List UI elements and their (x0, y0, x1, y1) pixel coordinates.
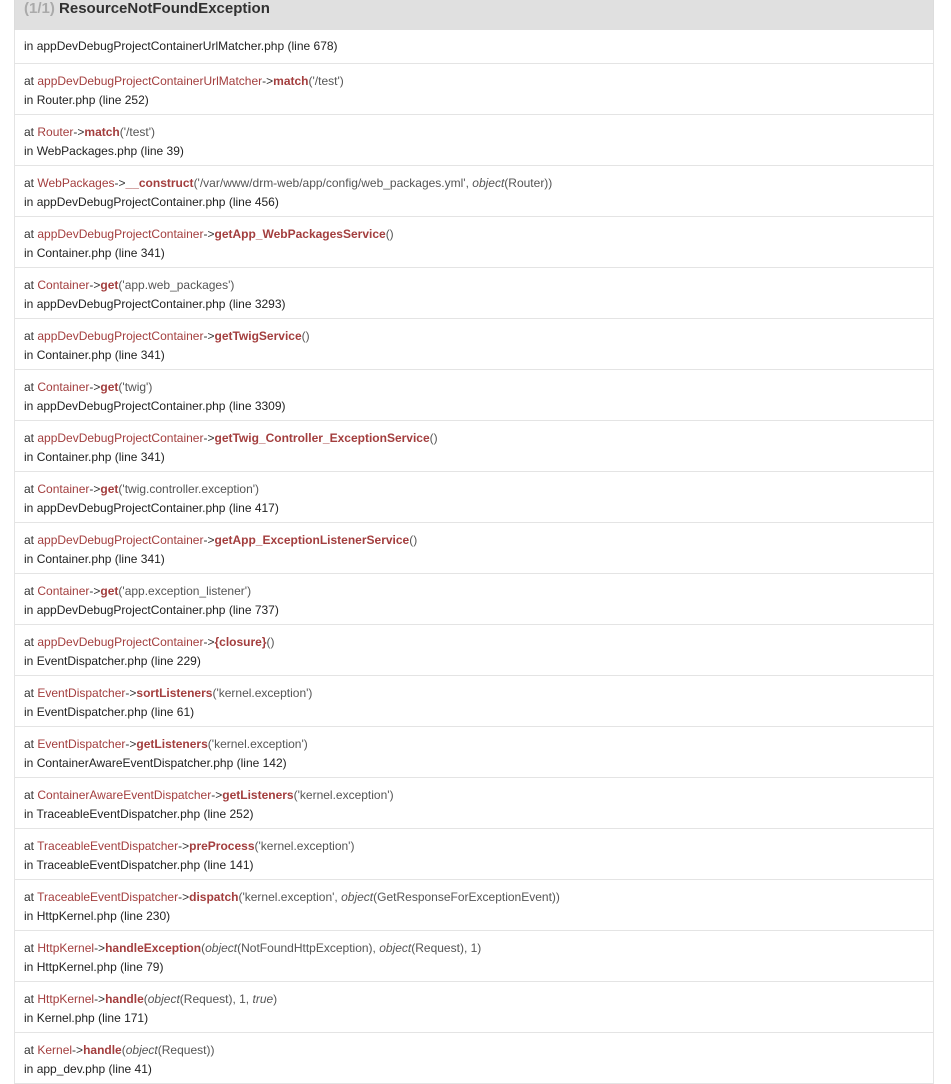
at-label: at (24, 278, 35, 292)
trace-arrow: -> (125, 737, 137, 751)
trace-arrow: -> (178, 890, 190, 904)
trace-class: ContainerAwareEventDispatcher (37, 788, 212, 802)
trace-method: getTwigService (214, 329, 302, 343)
at-label: at (24, 125, 35, 139)
trace-method: handleException (105, 941, 202, 955)
trace-item (15, 829, 933, 880)
trace-item-origin (15, 30, 933, 64)
trace-args: ('kernel.exception') (212, 686, 313, 700)
trace-line: (line 41) (108, 1062, 152, 1076)
trace-method: handle (83, 1043, 122, 1057)
in-label: in (24, 39, 34, 53)
trace-file: app_dev.php (36, 1062, 106, 1076)
trace-args: (object(Request)) (121, 1043, 215, 1057)
trace-file: TraceableEventDispatcher.php (36, 807, 201, 821)
at-label: at (24, 686, 35, 700)
at-label: at (24, 635, 35, 649)
trace-args: (object(NotFoundHttpException), object(Request), 1) (201, 941, 482, 955)
in-label: in (24, 297, 34, 311)
trace-arrow: -> (114, 176, 126, 190)
in-label: in (24, 450, 34, 464)
exception-header (14, 0, 934, 30)
trace-item (15, 472, 933, 523)
trace-item (15, 268, 933, 319)
trace-args: ('kernel.exception') (254, 839, 355, 853)
trace-method: getListeners (136, 737, 208, 751)
exception-panel (14, 0, 934, 1084)
trace-line: (line 3293) (228, 297, 286, 311)
trace-class: Container (37, 482, 90, 496)
trace-args: ('app.web_packages') (118, 278, 235, 292)
trace-class: Container (37, 380, 90, 394)
trace-method: match (273, 74, 309, 88)
trace-class: appDevDebugProjectContainer (37, 329, 204, 343)
trace-class: Container (37, 584, 90, 598)
trace-line: (line 79) (120, 960, 164, 974)
trace-call-line (24, 684, 924, 703)
trace-call-line (24, 888, 924, 907)
trace-file: ContainerAwareEventDispatcher.php (36, 756, 234, 770)
trace-arrow: -> (89, 482, 101, 496)
trace-file: HttpKernel.php (36, 960, 117, 974)
trace-method: preProcess (189, 839, 255, 853)
trace-class: HttpKernel (37, 992, 95, 1006)
in-label: in (24, 858, 34, 872)
trace-file: appDevDebugProjectContainer.php (36, 195, 226, 209)
trace-item (15, 676, 933, 727)
stack-trace-list (14, 30, 934, 1084)
trace-line: (line 252) (98, 93, 149, 107)
trace-class: TraceableEventDispatcher (37, 839, 179, 853)
in-label: in (24, 756, 34, 770)
trace-class: HttpKernel (37, 941, 95, 955)
trace-method: dispatch (189, 890, 239, 904)
trace-location-line (24, 499, 924, 518)
trace-line: (line 341) (114, 348, 165, 362)
trace-item (15, 217, 933, 268)
trace-line: (line 142) (236, 756, 287, 770)
trace-call-line (24, 1041, 924, 1060)
trace-method: getListeners (222, 788, 294, 802)
trace-location-line (24, 856, 924, 875)
trace-location-line (24, 1009, 924, 1028)
trace-method: sortListeners (136, 686, 213, 700)
exception-count: (1/1) (24, 0, 55, 17)
trace-file: TraceableEventDispatcher.php (36, 858, 201, 872)
trace-call-line (24, 72, 924, 91)
trace-line: (line 341) (114, 450, 165, 464)
trace-method: handle (105, 992, 144, 1006)
trace-line: (line 737) (228, 603, 279, 617)
trace-arrow: -> (203, 635, 215, 649)
trace-line: (line 252) (203, 807, 254, 821)
trace-item (15, 625, 933, 676)
in-label: in (24, 93, 34, 107)
trace-location-line (24, 448, 924, 467)
trace-call-line (24, 327, 924, 346)
trace-call-line (24, 480, 924, 499)
trace-item (15, 166, 933, 217)
in-label: in (24, 501, 34, 515)
trace-file: Container.php (36, 450, 112, 464)
trace-args: ('/test') (308, 74, 344, 88)
trace-item (15, 880, 933, 931)
trace-line: (line 341) (114, 552, 165, 566)
in-label: in (24, 909, 34, 923)
trace-method: match (84, 125, 120, 139)
trace-call-line (24, 837, 924, 856)
trace-line: (line 3309) (228, 399, 286, 413)
trace-arrow: -> (73, 125, 85, 139)
trace-args: () (266, 635, 275, 649)
trace-arrow: -> (178, 839, 190, 853)
trace-arrow: -> (94, 992, 106, 1006)
trace-arrow: -> (203, 329, 215, 343)
trace-file: HttpKernel.php (36, 909, 117, 923)
at-label: at (24, 227, 35, 241)
trace-file: WebPackages.php (36, 144, 138, 158)
in-label: in (24, 705, 34, 719)
trace-file: Container.php (36, 552, 112, 566)
trace-args: () (409, 533, 418, 547)
trace-location-line (24, 397, 924, 416)
trace-args: ('kernel.exception') (207, 737, 308, 751)
in-label: in (24, 399, 34, 413)
trace-class: Kernel (37, 1043, 73, 1057)
trace-method: get (100, 584, 119, 598)
trace-line: (line 61) (150, 705, 195, 719)
in-label: in (24, 195, 34, 209)
trace-args: ('twig') (118, 380, 153, 394)
trace-call-line (24, 582, 924, 601)
trace-location-line (24, 244, 924, 263)
trace-arrow: -> (94, 941, 106, 955)
trace-call-line (24, 378, 924, 397)
trace-call-line (24, 174, 924, 193)
trace-arrow: -> (125, 686, 137, 700)
trace-line: (line 171) (98, 1011, 149, 1025)
trace-class: WebPackages (37, 176, 115, 190)
trace-item (15, 421, 933, 472)
at-label: at (24, 329, 35, 343)
in-label: in (24, 960, 34, 974)
trace-call-line (24, 633, 924, 652)
trace-file: Container.php (36, 246, 112, 260)
trace-arrow: -> (72, 1043, 84, 1057)
trace-location-line (24, 1060, 924, 1079)
at-label: at (24, 890, 35, 904)
trace-location-line (24, 91, 924, 110)
trace-args: ('kernel.exception', object(GetResponseForExceptionEvent)) (238, 890, 560, 904)
trace-class: TraceableEventDispatcher (37, 890, 179, 904)
at-label: at (24, 992, 35, 1006)
in-label: in (24, 348, 34, 362)
in-label: in (24, 654, 34, 668)
trace-arrow: -> (211, 788, 223, 802)
trace-line: (line 417) (228, 501, 279, 515)
trace-line: (line 229) (150, 654, 201, 668)
trace-call-line (24, 276, 924, 295)
trace-file: appDevDebugProjectContainer.php (36, 603, 226, 617)
trace-class: appDevDebugProjectContainer (37, 227, 204, 241)
at-label: at (24, 941, 35, 955)
trace-location-line (24, 958, 924, 977)
trace-args: () (429, 431, 438, 445)
at-label: at (24, 584, 35, 598)
trace-file: EventDispatcher.php (36, 705, 148, 719)
trace-method: getApp_ExceptionListenerService (214, 533, 410, 547)
trace-location-line (24, 346, 924, 365)
trace-call-line (24, 939, 924, 958)
trace-file: Kernel.php (36, 1011, 95, 1025)
trace-item (15, 778, 933, 829)
trace-method: get (100, 278, 119, 292)
trace-args: () (301, 329, 310, 343)
trace-method: getTwig_Controller_ExceptionService (214, 431, 430, 445)
trace-line: (line 456) (228, 195, 279, 209)
trace-line: (line 341) (114, 246, 165, 260)
trace-location-line (24, 193, 924, 212)
trace-arrow: -> (203, 533, 215, 547)
trace-item (15, 523, 933, 574)
in-label: in (24, 246, 34, 260)
in-label: in (24, 1062, 34, 1076)
trace-arrow: -> (89, 380, 101, 394)
trace-class: appDevDebugProjectContainer (37, 635, 204, 649)
trace-file: appDevDebugProjectContainer.php (36, 399, 226, 413)
trace-item (15, 115, 933, 166)
trace-arrow: -> (262, 74, 274, 88)
at-label: at (24, 1043, 35, 1057)
trace-args: ('/test') (119, 125, 155, 139)
trace-location-line (24, 754, 924, 773)
in-label: in (24, 552, 34, 566)
trace-file: EventDispatcher.php (36, 654, 148, 668)
trace-location-line (24, 601, 924, 620)
at-label: at (24, 839, 35, 853)
trace-args: ('/var/www/drm-web/app/config/web_packages.yml', object(Router)) (193, 176, 553, 190)
trace-class: EventDispatcher (37, 737, 126, 751)
in-label: in (24, 1011, 34, 1025)
at-label: at (24, 176, 35, 190)
trace-call-line (24, 123, 924, 142)
at-label: at (24, 74, 35, 88)
trace-location-line (24, 295, 924, 314)
trace-item (15, 982, 933, 1033)
in-label: in (24, 144, 34, 158)
at-label: at (24, 482, 35, 496)
trace-item (15, 64, 933, 115)
trace-method: get (100, 482, 119, 496)
trace-args: ('kernel.exception') (293, 788, 394, 802)
trace-args: () (385, 227, 394, 241)
in-label: in (24, 603, 34, 617)
trace-file: Container.php (36, 348, 112, 362)
trace-class: appDevDebugProjectContainer (37, 431, 204, 445)
trace-method: getApp_WebPackagesService (214, 227, 386, 241)
trace-item (15, 931, 933, 982)
trace-call-line (24, 429, 924, 448)
trace-class: EventDispatcher (37, 686, 126, 700)
trace-method: __construct (125, 176, 194, 190)
trace-item (15, 319, 933, 370)
trace-item (15, 574, 933, 625)
trace-file: appDevDebugProjectContainer.php (36, 501, 226, 515)
exception-title: ResourceNotFoundException (59, 0, 270, 17)
trace-args: ('app.exception_listener') (118, 584, 252, 598)
trace-item (15, 370, 933, 421)
trace-method: get (100, 380, 119, 394)
trace-args: (object(Request), 1, true) (143, 992, 278, 1006)
at-label: at (24, 380, 35, 394)
trace-location-line (24, 652, 924, 671)
trace-class: Container (37, 278, 90, 292)
trace-class: appDevDebugProjectContainer (37, 533, 204, 547)
trace-call-line (24, 735, 924, 754)
trace-arrow: -> (203, 431, 215, 445)
trace-arrow: -> (89, 584, 101, 598)
trace-call-line (24, 531, 924, 550)
trace-location-line (24, 142, 924, 161)
trace-args: ('twig.controller.exception') (118, 482, 260, 496)
trace-file: Router.php (36, 93, 96, 107)
at-label: at (24, 533, 35, 547)
in-label: in (24, 807, 34, 821)
at-label: at (24, 788, 35, 802)
trace-arrow: -> (203, 227, 215, 241)
trace-call-line (24, 786, 924, 805)
trace-line: (line 230) (120, 909, 171, 923)
trace-line: (line 141) (203, 858, 254, 872)
at-label: at (24, 737, 35, 751)
trace-location-line (24, 550, 924, 569)
trace-class: appDevDebugProjectContainerUrlMatcher (37, 74, 263, 88)
trace-location-line (24, 703, 924, 722)
trace-file: appDevDebugProjectContainer.php (36, 297, 226, 311)
trace-location-line (24, 907, 924, 926)
trace-line: (line 678) (287, 39, 338, 53)
trace-class: Router (37, 125, 74, 139)
at-label: at (24, 431, 35, 445)
trace-location-line (24, 805, 924, 824)
trace-file: appDevDebugProjectContainerUrlMatcher.php (36, 39, 285, 53)
trace-item (15, 727, 933, 778)
trace-call-line (24, 990, 924, 1009)
trace-line: (line 39) (140, 144, 184, 158)
trace-item (15, 1033, 933, 1084)
trace-arrow: -> (89, 278, 101, 292)
trace-method: {closure} (214, 635, 267, 649)
trace-call-line (24, 225, 924, 244)
